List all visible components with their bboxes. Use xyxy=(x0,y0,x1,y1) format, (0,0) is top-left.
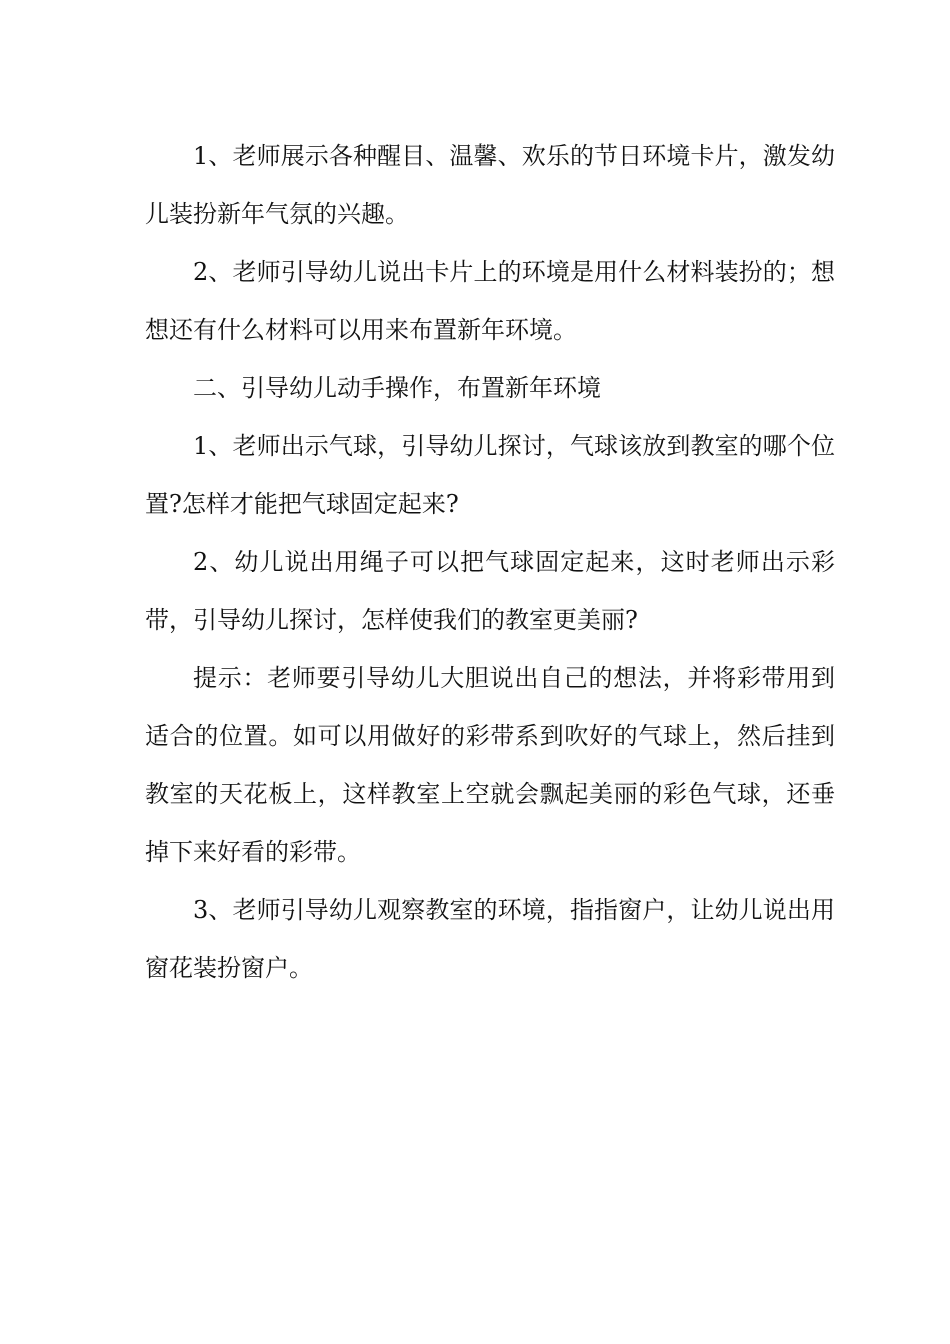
section-heading: 二、引导幼儿动手操作，布置新年环境 xyxy=(193,374,601,402)
paragraph-tip: 提示：老师要引导幼儿大胆说出自己的想法，并将彩带用到适合的位置。如可以用做好的彩带系到吹好的气球上，然后挂到教室的天花板上，这样教室上空就会飘起美丽的彩色气球，还垂掉下来好看的彩带。 xyxy=(145,664,835,866)
document-body xyxy=(145,127,835,997)
paragraph-3: 1、老师出示气球，引导幼儿探讨，气球该放到教室的哪个位置?怎样才能把气球固定起来? xyxy=(145,432,835,518)
paragraph-1: 1、老师展示各种醒目、温馨、欢乐的节日环境卡片，激发幼儿装扮新年气氛的兴趣。 xyxy=(145,142,835,228)
paragraph-2: 2、老师引导幼儿说出卡片上的环境是用什么材料装扮的；想想还有什么材料可以用来布置新年环境。 xyxy=(145,258,835,344)
paragraph-5: 3、老师引导幼儿观察教室的环境，指指窗户，让幼儿说出用窗花装扮窗户。 xyxy=(145,896,835,982)
paragraph-4: 2、幼儿说出用绳子可以把气球固定起来，这时老师出示彩带，引导幼儿探讨，怎样使我们的教室更美丽? xyxy=(145,548,835,634)
